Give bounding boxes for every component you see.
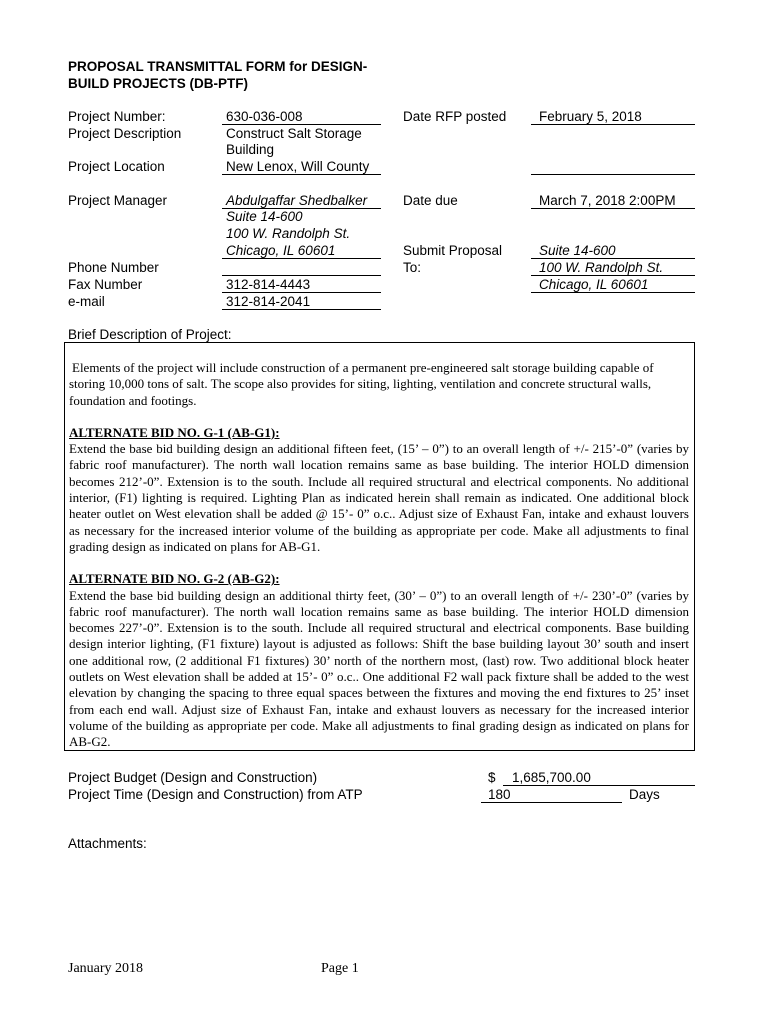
email-underline [222, 309, 381, 310]
project-location-value: New Lenox, Will County [226, 159, 370, 174]
form-title [68, 58, 367, 92]
project-time-value: 180 [488, 787, 511, 802]
project-number-label: Project Number: [68, 109, 166, 124]
project-location-label: Project Location [68, 159, 165, 174]
submit-proposal-label-line2: To: [403, 260, 422, 275]
date-rfp-posted-value: February 5, 2018 [539, 109, 642, 124]
date-due-underline [531, 208, 695, 209]
project-description-line1: Construct Salt Storage [226, 126, 362, 141]
email-label: e-mail [68, 294, 105, 309]
phone-number-label: Phone Number [68, 260, 159, 275]
project-number-underline [222, 124, 381, 125]
project-number-value: 630-036-008 [226, 109, 303, 124]
phone-number-underline [222, 275, 381, 276]
project-budget-underline [503, 785, 695, 786]
submit-address-line3: Chicago, IL 60601 [539, 277, 649, 292]
submit-address-line2-underline [531, 275, 695, 276]
alternate-bid-g1-text: Extend the base bid building design an additional fifteen feet, (15’ – 0”) to an overall length of +/- 215’-0” (varies by fabric roof manufacturer). The north wall location remains same as base building. The interior HOLD dimension becomes 212’-0”. Extension is to the south. Include all required structural and electrical components. No additional interior, (F1) lighting is required. Lighting Plan as indicated herein shall remain as indicated. One additional block heater outlet on West elevation shall be added @ 15’- 0” o.c.. Adjust size of Exhaust Fan, intake and exhaust louvers as necessary for the increased interior volume of the building as appropriate per code. Make all adjustments to final grading design as indicated on plans for AB-G1. [69, 441, 689, 554]
project-description-box [64, 342, 695, 751]
manager-address-underline [222, 258, 381, 259]
date-rfp-posted-underline [531, 124, 695, 125]
project-budget-label: Project Budget (Design and Construction) [68, 770, 318, 785]
project-time-underline [481, 802, 622, 803]
attachments-label: Attachments: [68, 836, 147, 851]
project-time-unit: Days [629, 787, 660, 802]
project-time-label: Project Time (Design and Construction) from ATP [68, 787, 363, 802]
alternate-bid-g2-text: Extend the base bid building design an additional thirty feet, (30’ – 0”) to an overall length of +/- 230’-0” (varies by fabric roof manufacturer). The north wall location remains same as base building. The interior HOLD dimension becomes 227’-0”. Extension is to the south. Include all required structural and electrical components. Base building design interior lighting, (F1 fixture) layout is adjusted as follows: Shift the base building layout 30’ south and insert one additional row, (2 additional F1 fixtures) 30’ north of the northern most, (last) row. Two additional block heater outlets on West elevation shall be added at 15’- 0” o.c.. One additional F2 wall pack fixture shall be added to the west elevation by changing the spacing to three equal spaces between the fixtures and moving the end fixtures to 25’ inset from each end wall. Adjust size of Exhaust Fan, intake and exhaust louvers as necessary for the increased interior volume of the building as appropriate per code. Make all adjustments to final grading design as indicated on plans for AB-G2. [69, 587, 689, 750]
date-due-value: March 7, 2018 2:00PM [539, 193, 676, 208]
form-title-line1: PROPOSAL TRANSMITTAL FORM for DESIGN- [68, 59, 368, 74]
alternate-bid-g1-heading: ALTERNATE BID NO. G-1 (AB-G1): [69, 424, 280, 440]
brief-description-label: Brief Description of Project: [68, 327, 232, 342]
project-description-label: Project Description [68, 126, 182, 141]
submit-address-line1-underline [531, 258, 695, 259]
submit-address-line2: 100 W. Randolph St. [539, 260, 664, 275]
alternate-bid-g2-heading: ALTERNATE BID NO. G-2 (AB-G2): [69, 571, 280, 587]
date-rfp-posted-label: Date RFP posted [403, 109, 507, 124]
fax-number-underline [222, 292, 381, 293]
right-blank-underline [531, 174, 695, 175]
budget-currency: $ [488, 770, 496, 785]
description-intro: Elements of the project will include construction of a permanent pre-engineered salt storage building capable of storing 10,000 tons of salt. The scope also provides for siting, lighting, ventilation and concrete structural walls, foundation and footings. [69, 360, 654, 408]
project-location-underline [222, 174, 381, 175]
project-description-line2: Building [226, 142, 275, 157]
fax-number-value: 312-814-4443 [226, 277, 311, 292]
submit-proposal-label-line1: Submit Proposal [403, 243, 503, 258]
footer-date: January 2018 [68, 961, 144, 976]
fax-number-label: Fax Number [68, 277, 143, 292]
project-manager-line2: Suite 14-600 [226, 209, 303, 224]
submit-address-line3-underline [531, 292, 695, 293]
date-due-label: Date due [403, 193, 458, 208]
submit-address-line1: Suite 14-600 [539, 243, 616, 258]
project-manager-line3: 100 W. Randolph St. [226, 226, 351, 241]
project-manager-label: Project Manager [68, 193, 168, 208]
form-title-line2: BUILD PROJECTS (DB-PTF) [68, 76, 248, 91]
email-value: 312-814-2041 [226, 294, 311, 309]
project-manager-line1: Abdulgaffar Shedbalker [226, 193, 368, 208]
project-description-content [69, 360, 689, 751]
footer-page-number: Page 1 [321, 961, 359, 976]
project-manager-line4: Chicago, IL 60601 [226, 243, 336, 258]
project-budget-value: 1,685,700.00 [512, 770, 591, 785]
